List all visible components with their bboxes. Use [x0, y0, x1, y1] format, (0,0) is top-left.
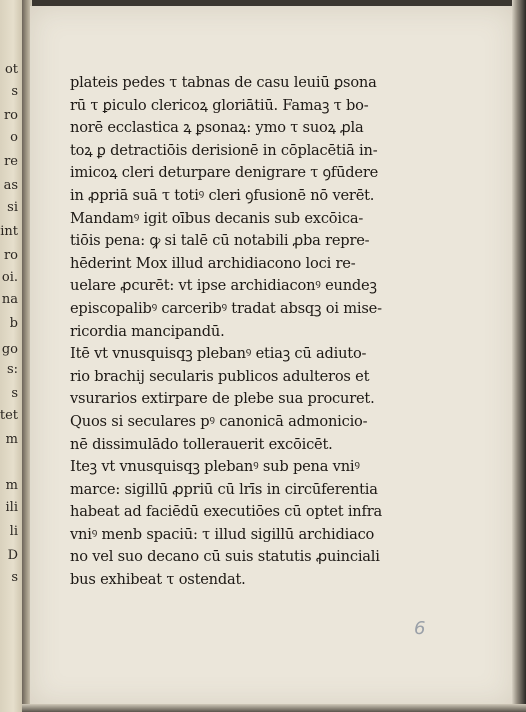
text-line: rio brachij secularis publicos adulteros et	[70, 367, 370, 385]
text-line: imicoꝝ cleri deturpare denigrare τ ꝯfūdere	[70, 164, 379, 182]
document-page	[30, 6, 514, 706]
text-line: vsurarios extirpare de plebe sua procuret.	[70, 390, 375, 408]
facing-page-fragment: ot	[4, 62, 18, 77]
text-line: hēderint Mox illud archidiacono loci re-	[70, 254, 356, 272]
text-line: ricordia mancipandū.	[70, 322, 225, 340]
facing-page-fragment: s:	[6, 362, 18, 377]
facing-page-fragment: m	[5, 432, 18, 447]
facing-page-fragment: ro	[3, 108, 18, 123]
facing-page-fragment: oi.	[1, 270, 18, 285]
facing-page-fragment: si	[7, 200, 18, 215]
facing-page-fragment: re	[4, 154, 18, 169]
page-right-edge	[512, 0, 526, 712]
text-line: Mandamꝰ igit oībus decanis sub excōica-	[70, 209, 364, 227]
text-line: nē dissimulādo tollerauerit excōicēt.	[70, 435, 333, 453]
text-line: in ꝓpriā suā τ totiꝰ cleri ꝯfusionē nō verēt.	[70, 186, 375, 204]
facing-page-fragment: ro	[3, 248, 18, 263]
facing-page-fragment: m	[5, 478, 18, 493]
text-line: no vel suo decano cū suis statutis ꝓuinciali	[70, 548, 380, 566]
facing-page-edge	[0, 0, 22, 712]
text-line: plateis pedes τ tabnas de casu leuiū ꝑsona	[70, 74, 377, 91]
folio-pencil-mark: 6	[414, 618, 426, 639]
facing-page-fragment: as	[3, 178, 18, 193]
facing-page-fragment: int	[0, 224, 18, 239]
text-line: marce: sigillū ꝓpriū cū lrīs in circūferentia	[70, 480, 378, 498]
text-line: Iteꝫ vt vnusquisqꝫ plebanꝰ sub pena vniꝰ	[70, 458, 360, 476]
facing-page-fragment: li	[9, 524, 18, 539]
text-line: habeat ad faciēdū executiōes cū optet infra	[70, 503, 382, 521]
text-line: Itē vt vnusquisqꝫ plebanꝰ etiaꝫ cū adiuto-	[70, 345, 367, 363]
text-line: rū τ ꝑiculo clericoꝝ gloriātiū. Famaꝫ τ bo-	[70, 96, 369, 114]
facing-page-fragment: s	[11, 570, 18, 585]
text-line: bus exhibeat τ ostendat.	[70, 571, 246, 589]
facing-page-fragment: na	[1, 292, 18, 307]
page-bottom-edge	[22, 704, 526, 712]
text-line: episcopalibꝰ carceribꝰ tradat absqꝫ oi mise-	[70, 299, 382, 317]
text-line: Quos si seculares pꝰ canonicā admonicio-	[70, 412, 368, 430]
facing-page-fragment: ili	[5, 500, 18, 515]
facing-page-fragment: s	[11, 386, 18, 401]
page-text	[70, 72, 490, 592]
text-line: tiōis pena: ꝙ si talē cū notabili ꝓba repre-	[70, 232, 370, 250]
facing-page-fragment: b	[9, 316, 18, 331]
facing-page-fragment: tet	[0, 408, 18, 423]
facing-page-fragment: s	[11, 84, 18, 99]
facing-page-fragment: o	[10, 130, 18, 145]
text-line: vniꝰ menb spaciū: τ illud sigillū archidiaco	[70, 525, 375, 543]
facing-page-fragment: go	[1, 342, 18, 357]
text-line: uelare ꝓcurēt: vt ipse archidiaconꝰ eundeꝫ	[70, 277, 377, 295]
text-line: toꝝ ꝑ detractiōis derisionē in cōplacētiā in-	[70, 141, 378, 159]
facing-page-fragment: D	[7, 548, 18, 563]
text-line: norē ecclastica ꝝ ꝑsonaꝝ: ymo τ suoꝝ ꝓla	[70, 119, 364, 137]
